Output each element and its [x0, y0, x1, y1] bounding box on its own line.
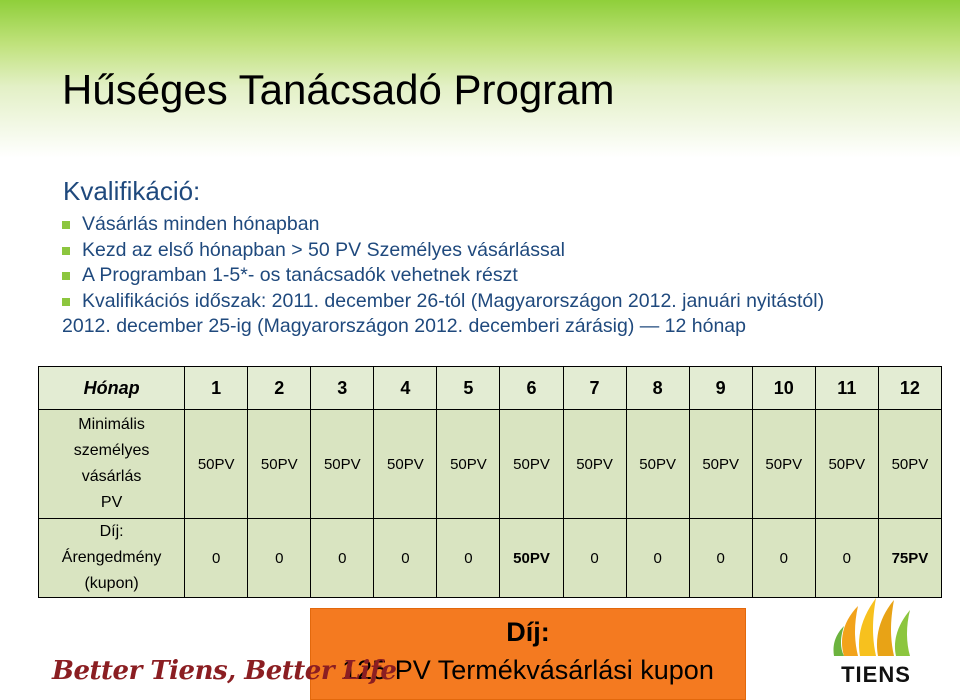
table-cell: 75PV [878, 519, 941, 598]
row-label-min-purchase: Minimális személyes vásárlás PV [39, 410, 185, 519]
table-cell: 50PV [563, 410, 626, 519]
table-cell: 50PV [248, 410, 311, 519]
header-month: 9 [689, 367, 752, 410]
table-row [39, 519, 942, 598]
header-month: 8 [626, 367, 689, 410]
table-cell: 50PV [500, 410, 563, 519]
fee-box [310, 608, 746, 700]
table-header-row [39, 367, 942, 410]
header-month: 6 [500, 367, 563, 410]
bullet-square-icon [62, 221, 70, 229]
table-cell: 0 [248, 519, 311, 598]
slogan: Better Tiens, Better Life [52, 656, 397, 686]
header-month: 4 [374, 367, 437, 410]
header-month: 1 [185, 367, 248, 410]
tiens-logo [824, 592, 928, 698]
table-cell: 50PV [437, 410, 500, 519]
qualification-list [62, 212, 942, 340]
monthly-table [38, 366, 942, 598]
table-cell: 50PV [752, 410, 815, 519]
table-cell: 50PV [185, 410, 248, 519]
header-month: 7 [563, 367, 626, 410]
header-month-label: Hónap [39, 367, 185, 410]
table-cell: 0 [311, 519, 374, 598]
table-cell: 50PV [374, 410, 437, 519]
table-cell: 50PV [626, 410, 689, 519]
list-item: A Programban 1-5*- os tanácsadók vehetnek részt [62, 263, 942, 289]
row-label-discount: Díj: Árengedmény (kupon) [39, 519, 185, 598]
header-month: 10 [752, 367, 815, 410]
table-cell: 50PV [689, 410, 752, 519]
table-cell: 50PV [815, 410, 878, 519]
table-cell: 0 [689, 519, 752, 598]
table-cell: 50PV [500, 519, 563, 598]
table-cell: 0 [437, 519, 500, 598]
header-month: 12 [878, 367, 941, 410]
header-month: 2 [248, 367, 311, 410]
header-month: 11 [815, 367, 878, 410]
page-title: Hűséges Tanácsadó Program [62, 66, 615, 113]
fee-text: 125 PV Termékvásárlási kupon [342, 655, 714, 685]
table-cell: 0 [185, 519, 248, 598]
table-cell: 0 [626, 519, 689, 598]
table-cell: 50PV [878, 410, 941, 519]
list-item-text: Kvalifikációs időszak: 2011. december 26-tól (Magyarországon 2012. januári nyitástól) [82, 289, 825, 312]
section-title: Kvalifikáció: [63, 176, 201, 206]
fee-title: Díj: [506, 617, 550, 647]
table-cell: 0 [563, 519, 626, 598]
bullet-square-icon [62, 298, 70, 306]
bullet-square-icon [62, 272, 70, 280]
header-month: 5 [437, 367, 500, 410]
list-item: Kezd az első hónapban > 50 PV Személyes vásárlással [62, 238, 942, 264]
logo-text: TIENS [841, 662, 911, 687]
table-cell: 0 [752, 519, 815, 598]
table-cell: 50PV [311, 410, 374, 519]
table-row [39, 410, 942, 519]
list-item: Vásárlás minden hónapban [62, 212, 942, 238]
table-cell: 0 [374, 519, 437, 598]
bullet-square-icon [62, 247, 70, 255]
list-item [62, 289, 942, 340]
table-cell: 0 [815, 519, 878, 598]
list-item-text-continued: 2012. december 25-ig (Magyarországon 2012. decemberi zárásig) — 12 hónap [62, 315, 746, 337]
tiens-logo-icon [824, 592, 928, 664]
header-month: 3 [311, 367, 374, 410]
